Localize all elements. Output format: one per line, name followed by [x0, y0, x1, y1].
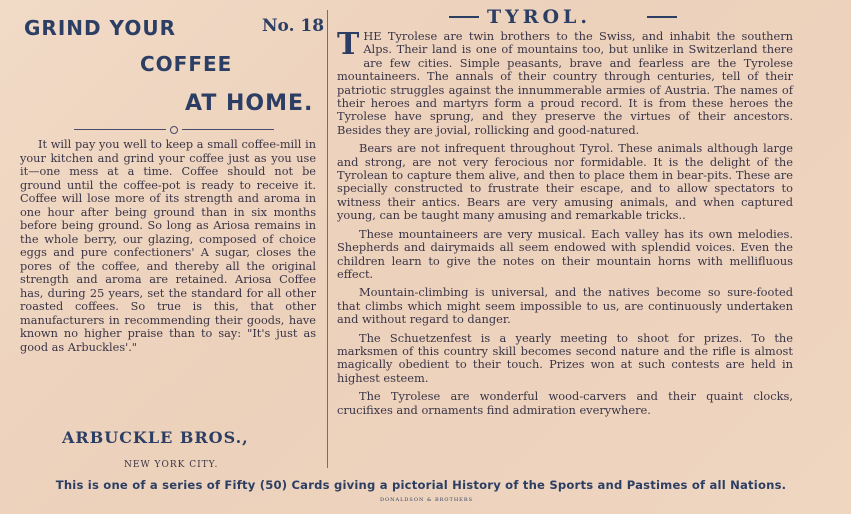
article-paragraph-2: Bears are not infrequent throughout Tyrol. These animals although large and strong, are not very ferocious nor formidable. It is the delight of the Tyrolean to capture them alive, and then to place them in bear-pits. These are specially constructed to frustrate their escape, and to allow spectators to witness their antics. Bears are very amusing animals, and when captured young, can be taught many amusing and remarkable tricks.. [337, 141, 793, 223]
advertisement-body: It will pay you well to keep a small coffee-mill in your kitchen and grind your coffee just as you use it—one mess at a time. Coffee should not be ground until the coffee-pot is ready to receive it. Coffee will lose more of its strength and aroma in one hour after being ground than in six months before being ground. So long as Ariosa remains in the whole berry, our glazing, composed of choice eggs and pure confectioners' A sugar, closes the pores of the coffee, and thereby all the original strength and aroma are retained. Ariosa Coffee has, during 25 years, set the standard for all other roasted coffees. So true is this, that other manufacturers in recommending their goods, have known no higher praise than to say: "It's just as good as Arbuckles'." [20, 138, 316, 354]
card-number: No. 18 [262, 16, 325, 36]
article-paragraph-4: Mountain-climbing is universal, and the natives become so sure-footed that climbs which might seem impossible to us, are continuously undertaken and without regard to danger. [337, 285, 793, 327]
article-paragraph-3: These mountaineers are very musical. Each valley has its own melodies. Shepherds and dairymaids all seem endowed with splendid voices. Even the children learn to give the notes on their mountain horns with mellifluous effect. [337, 226, 793, 281]
company-name: ARBUCKLE BROS., [62, 428, 249, 447]
article-title-bar [337, 6, 793, 30]
heading-coffee: COFFEE [140, 52, 233, 76]
article-title: TYROL. [487, 6, 592, 28]
printer-credit: DONALDSON & BROTHERS [380, 497, 474, 503]
heading-at-home: AT HOME. [185, 91, 314, 116]
company-city: NEW YORK CITY. [124, 460, 219, 470]
article-paragraph-5: The Schuetzenfest is a yearly meeting to shoot for prizes. To the marksmen of this country skill becomes second nature and the rifle is almost magically obedient to their touch. Prizes won at such contests are held in highest esteem. [337, 330, 793, 385]
column-divider [327, 10, 328, 468]
article-column [337, 6, 793, 422]
series-footer: This is one of a series of Fifty (50) Cards giving a pictorial History of the Sports and Pastimes of all Nations. [55, 478, 787, 492]
title-ornament-right [647, 16, 677, 18]
article-paragraph-1 [337, 27, 793, 137]
paragraph-text: HE Tyrolese are twin brothers to the Swiss, and inhabit the southern Alps. Their land is one of mountains too, but unlike in Switzerland there are few cities. Simple peasants, brave and fearless are the Tyrolese mountaineers. The annals of their country through centuries, tell of their patriotic struggles against the innummerable armies of Austria. The names of their heroes and martyrs form a proud record. It is from these heroes the Tyrolese have sprung, and they preserve the virtues of their ancestors. Besides they are jovial, rollicking and good-natured. [337, 29, 793, 137]
ornamental-divider [74, 126, 274, 134]
title-ornament-left [449, 16, 479, 18]
drop-cap: T [337, 27, 360, 62]
heading-grind-your: GRIND YOUR [24, 16, 176, 40]
article-paragraph-6: The Tyrolese are wonderful wood-carvers and their quaint clocks, crucifixes and ornaments find admiration everywhere. [337, 389, 793, 417]
